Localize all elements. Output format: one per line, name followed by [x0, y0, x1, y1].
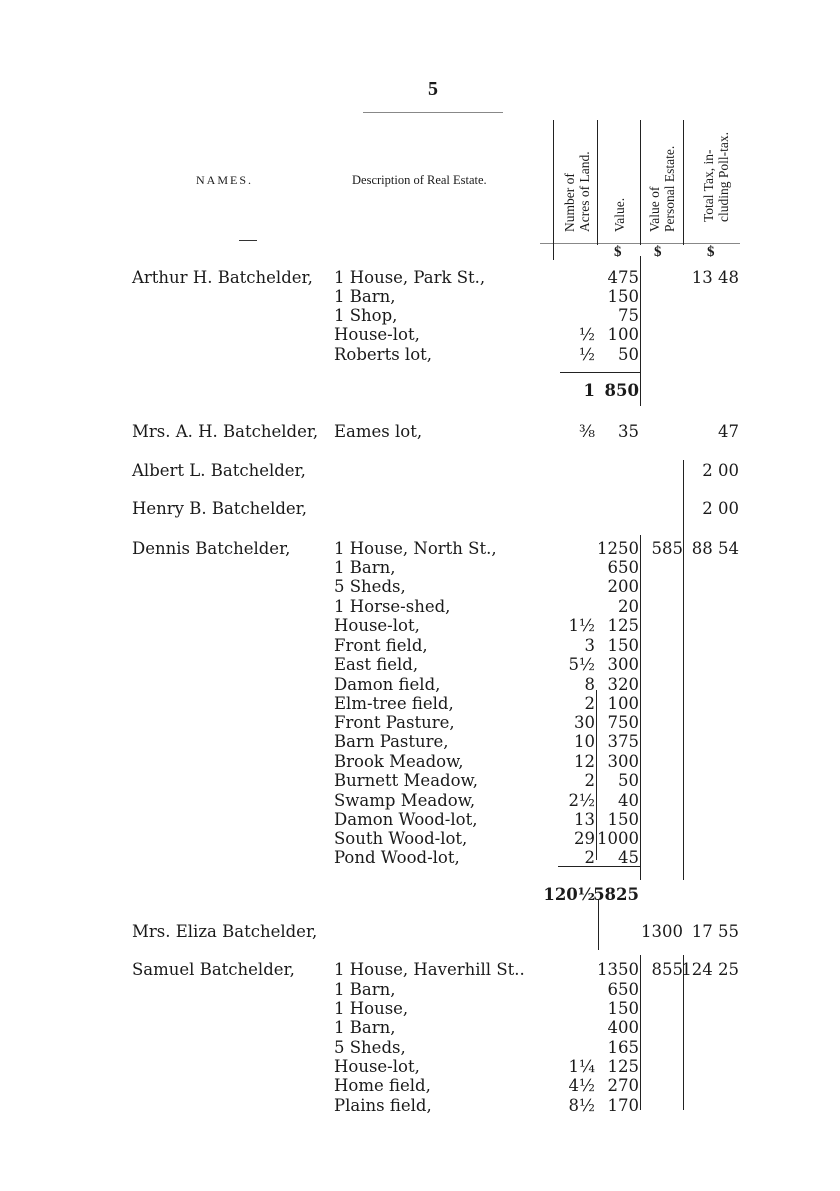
- real-estate-value: 320: [607, 675, 639, 694]
- personal-estate-value: 855: [651, 960, 683, 979]
- page-number: 5: [428, 78, 438, 100]
- real-estate-value: 1000: [597, 829, 639, 848]
- property-description: 5 Sheds,: [334, 577, 406, 596]
- acres-value: 8½: [568, 1096, 595, 1115]
- real-estate-value: 750: [607, 713, 639, 732]
- property-description: Barn Pasture,: [334, 732, 449, 751]
- property-description: Swamp Meadow,: [334, 791, 476, 810]
- real-estate-value: 165: [607, 1038, 639, 1057]
- property-description: House-lot,: [334, 1057, 420, 1076]
- real-estate-value: 150: [607, 287, 639, 306]
- property-description: South Wood-lot,: [334, 829, 468, 848]
- holder-name: Albert L. Batchelder,: [132, 461, 306, 480]
- holder-name: Dennis Batchelder,: [132, 539, 291, 558]
- subtotal-row: [0, 885, 840, 905]
- table-row: [0, 732, 840, 752]
- property-description: 1 House,: [334, 999, 409, 1018]
- dollar-sign-personal: $: [654, 244, 662, 260]
- names-underline: [239, 240, 257, 241]
- real-estate-value: 100: [607, 694, 639, 713]
- real-estate-value: 400: [607, 1018, 639, 1037]
- table-row: [0, 752, 840, 772]
- table-row: [0, 345, 840, 365]
- acres-value: ⅜: [579, 422, 595, 441]
- real-estate-value: 5825: [593, 885, 639, 904]
- property-description: East field,: [334, 655, 419, 674]
- header-tax: [701, 132, 731, 222]
- property-description: 1 House, Haverhill St..: [334, 960, 525, 979]
- table-row: [0, 1096, 840, 1116]
- property-description: 1 Barn,: [334, 558, 396, 577]
- real-estate-value: 650: [607, 980, 639, 999]
- real-estate-value: 375: [607, 732, 639, 751]
- property-description: 1 Barn,: [334, 1018, 396, 1037]
- table-row: [0, 791, 840, 811]
- total-tax: 124 25: [681, 960, 739, 979]
- header-tax-line1: Total Tax, in-: [701, 149, 716, 222]
- table-row: [0, 287, 840, 307]
- acres-value: ½: [579, 345, 595, 364]
- table-row: [0, 771, 840, 791]
- real-estate-value: 20: [618, 597, 639, 616]
- holder-name: Mrs. A. H. Batchelder,: [132, 422, 319, 441]
- acres-value: 2: [584, 848, 595, 867]
- total-tax: 47: [718, 422, 739, 441]
- total-tax: 13 48: [691, 268, 739, 287]
- acres-value: 12: [574, 752, 595, 771]
- property-description: Roberts lot,: [334, 345, 433, 364]
- property-description: House-lot,: [334, 325, 420, 344]
- table-row: [0, 422, 840, 442]
- property-description: Front field,: [334, 636, 428, 655]
- holder-name: Arthur H. Batchelder,: [132, 268, 313, 287]
- table-row: [0, 539, 840, 559]
- table-row: [0, 655, 840, 675]
- holder-name: Henry B. Batchelder,: [132, 499, 307, 518]
- acres-value: 4½: [568, 1076, 595, 1095]
- table-row: [0, 1018, 840, 1038]
- acres-value: 1¼: [568, 1057, 595, 1076]
- acres-value: 8: [584, 675, 595, 694]
- real-estate-value: 650: [607, 558, 639, 577]
- dollar-sign-tax: $: [707, 244, 715, 260]
- column-rule-acres-value: [597, 120, 598, 245]
- subtotal-row: [0, 381, 840, 401]
- acres-value: 3: [584, 636, 595, 655]
- table-row: [0, 616, 840, 636]
- real-estate-value: 45: [618, 848, 639, 867]
- property-description: Front Pasture,: [334, 713, 455, 732]
- real-estate-value: 200: [607, 577, 639, 596]
- header-personal: [647, 146, 677, 232]
- acres-value: 5½: [568, 655, 595, 674]
- real-estate-value: 150: [607, 636, 639, 655]
- table-row: [0, 922, 840, 942]
- property-description: Damon Wood-lot,: [334, 810, 478, 829]
- real-estate-value: 270: [607, 1076, 639, 1095]
- holder-name: Samuel Batchelder,: [132, 960, 295, 979]
- acres-value: 1: [583, 381, 595, 400]
- property-description: Damon field,: [334, 675, 441, 694]
- real-estate-value: 50: [618, 345, 639, 364]
- table-row: [0, 980, 840, 1000]
- table-row: [0, 810, 840, 830]
- table-row: [0, 597, 840, 617]
- acres-value: 120½: [543, 885, 595, 904]
- table-row: [0, 1057, 840, 1077]
- property-description: 5 Sheds,: [334, 1038, 406, 1057]
- property-description: 1 Horse-shed,: [334, 597, 451, 616]
- header-acres: [562, 151, 592, 232]
- personal-estate-value: 1300: [641, 922, 683, 941]
- table-row: [0, 268, 840, 288]
- table-row: [0, 577, 840, 597]
- header-tax-line2: cluding Poll-tax.: [716, 132, 731, 222]
- acres-value: 2½: [568, 791, 595, 810]
- real-estate-value: 150: [607, 810, 639, 829]
- property-description: 1 House, North St.,: [334, 539, 497, 558]
- real-estate-value: 475: [607, 268, 639, 287]
- table-row: [0, 325, 840, 345]
- total-tax: 2 00: [702, 499, 739, 518]
- property-description: Eames lot,: [334, 422, 423, 441]
- real-estate-value: 1250: [597, 539, 639, 558]
- column-rule-acres-left: [553, 120, 554, 260]
- acres-value: 30: [574, 713, 595, 732]
- real-estate-value: 35: [618, 422, 639, 441]
- header-acres-line2: Acres of Land.: [577, 151, 592, 232]
- property-description: 1 Shop,: [334, 306, 398, 325]
- total-tax: 17 55: [691, 922, 739, 941]
- table-row: [0, 960, 840, 980]
- property-description: 1 House, Park St.,: [334, 268, 486, 287]
- acres-value: ½: [579, 325, 595, 344]
- real-estate-value: 150: [607, 999, 639, 1018]
- acres-value: 2: [584, 694, 595, 713]
- real-estate-value: 1350: [597, 960, 639, 979]
- header-personal-line2: Personal Estate.: [662, 145, 677, 232]
- table-row: [0, 713, 840, 733]
- table-row: [0, 829, 840, 849]
- dollar-sign-value: $: [614, 244, 622, 260]
- acres-value: 10: [574, 732, 595, 751]
- property-description: Brook Meadow,: [334, 752, 464, 771]
- property-description: Plains field,: [334, 1096, 432, 1115]
- header-personal-line1: Value of: [647, 186, 662, 232]
- real-estate-value: 300: [607, 752, 639, 771]
- table-row: [0, 1076, 840, 1096]
- column-rule-personal-tax: [683, 120, 684, 245]
- real-estate-value: 125: [607, 1057, 639, 1076]
- subtotal-rule-arthur: [560, 372, 640, 373]
- total-tax: 2 00: [702, 461, 739, 480]
- acres-value: 29: [574, 829, 595, 848]
- total-tax: 88 54: [691, 539, 739, 558]
- personal-estate-value: 585: [651, 539, 683, 558]
- table-row: [0, 694, 840, 714]
- table-row: [0, 558, 840, 578]
- header-top-rule: [363, 112, 503, 113]
- property-description: 1 Barn,: [334, 980, 396, 999]
- table-row: [0, 999, 840, 1019]
- real-estate-value: 850: [604, 381, 639, 400]
- real-estate-value: 170: [607, 1096, 639, 1115]
- header-acres-line1: Number of: [562, 173, 577, 232]
- property-description: Pond Wood-lot,: [334, 848, 460, 867]
- table-row: [0, 461, 840, 481]
- acres-value: 13: [574, 810, 595, 829]
- property-description: House-lot,: [334, 616, 420, 635]
- real-estate-value: 100: [607, 325, 639, 344]
- table-row: [0, 499, 840, 519]
- column-rule-value-personal: [640, 120, 641, 245]
- real-estate-value: 75: [618, 306, 639, 325]
- property-description: Home field,: [334, 1076, 431, 1095]
- property-description: 1 Barn,: [334, 287, 396, 306]
- real-estate-value: 50: [618, 771, 639, 790]
- property-description: Burnett Meadow,: [334, 771, 478, 790]
- header-description: Description of Real Estate.: [352, 173, 487, 187]
- real-estate-value: 40: [618, 791, 639, 810]
- table-row: [0, 306, 840, 326]
- header-value: Value.: [612, 197, 627, 232]
- table-row: [0, 1038, 840, 1058]
- acres-value: 2: [584, 771, 595, 790]
- header-names: NAMES.: [196, 173, 254, 187]
- property-description: Elm-tree field,: [334, 694, 454, 713]
- real-estate-value: 125: [607, 616, 639, 635]
- acres-value: 1½: [568, 616, 595, 635]
- holder-name: Mrs. Eliza Batchelder,: [132, 922, 318, 941]
- table-row: [0, 636, 840, 656]
- table-row: [0, 675, 840, 695]
- real-estate-value: 300: [607, 655, 639, 674]
- table-row: [0, 848, 840, 868]
